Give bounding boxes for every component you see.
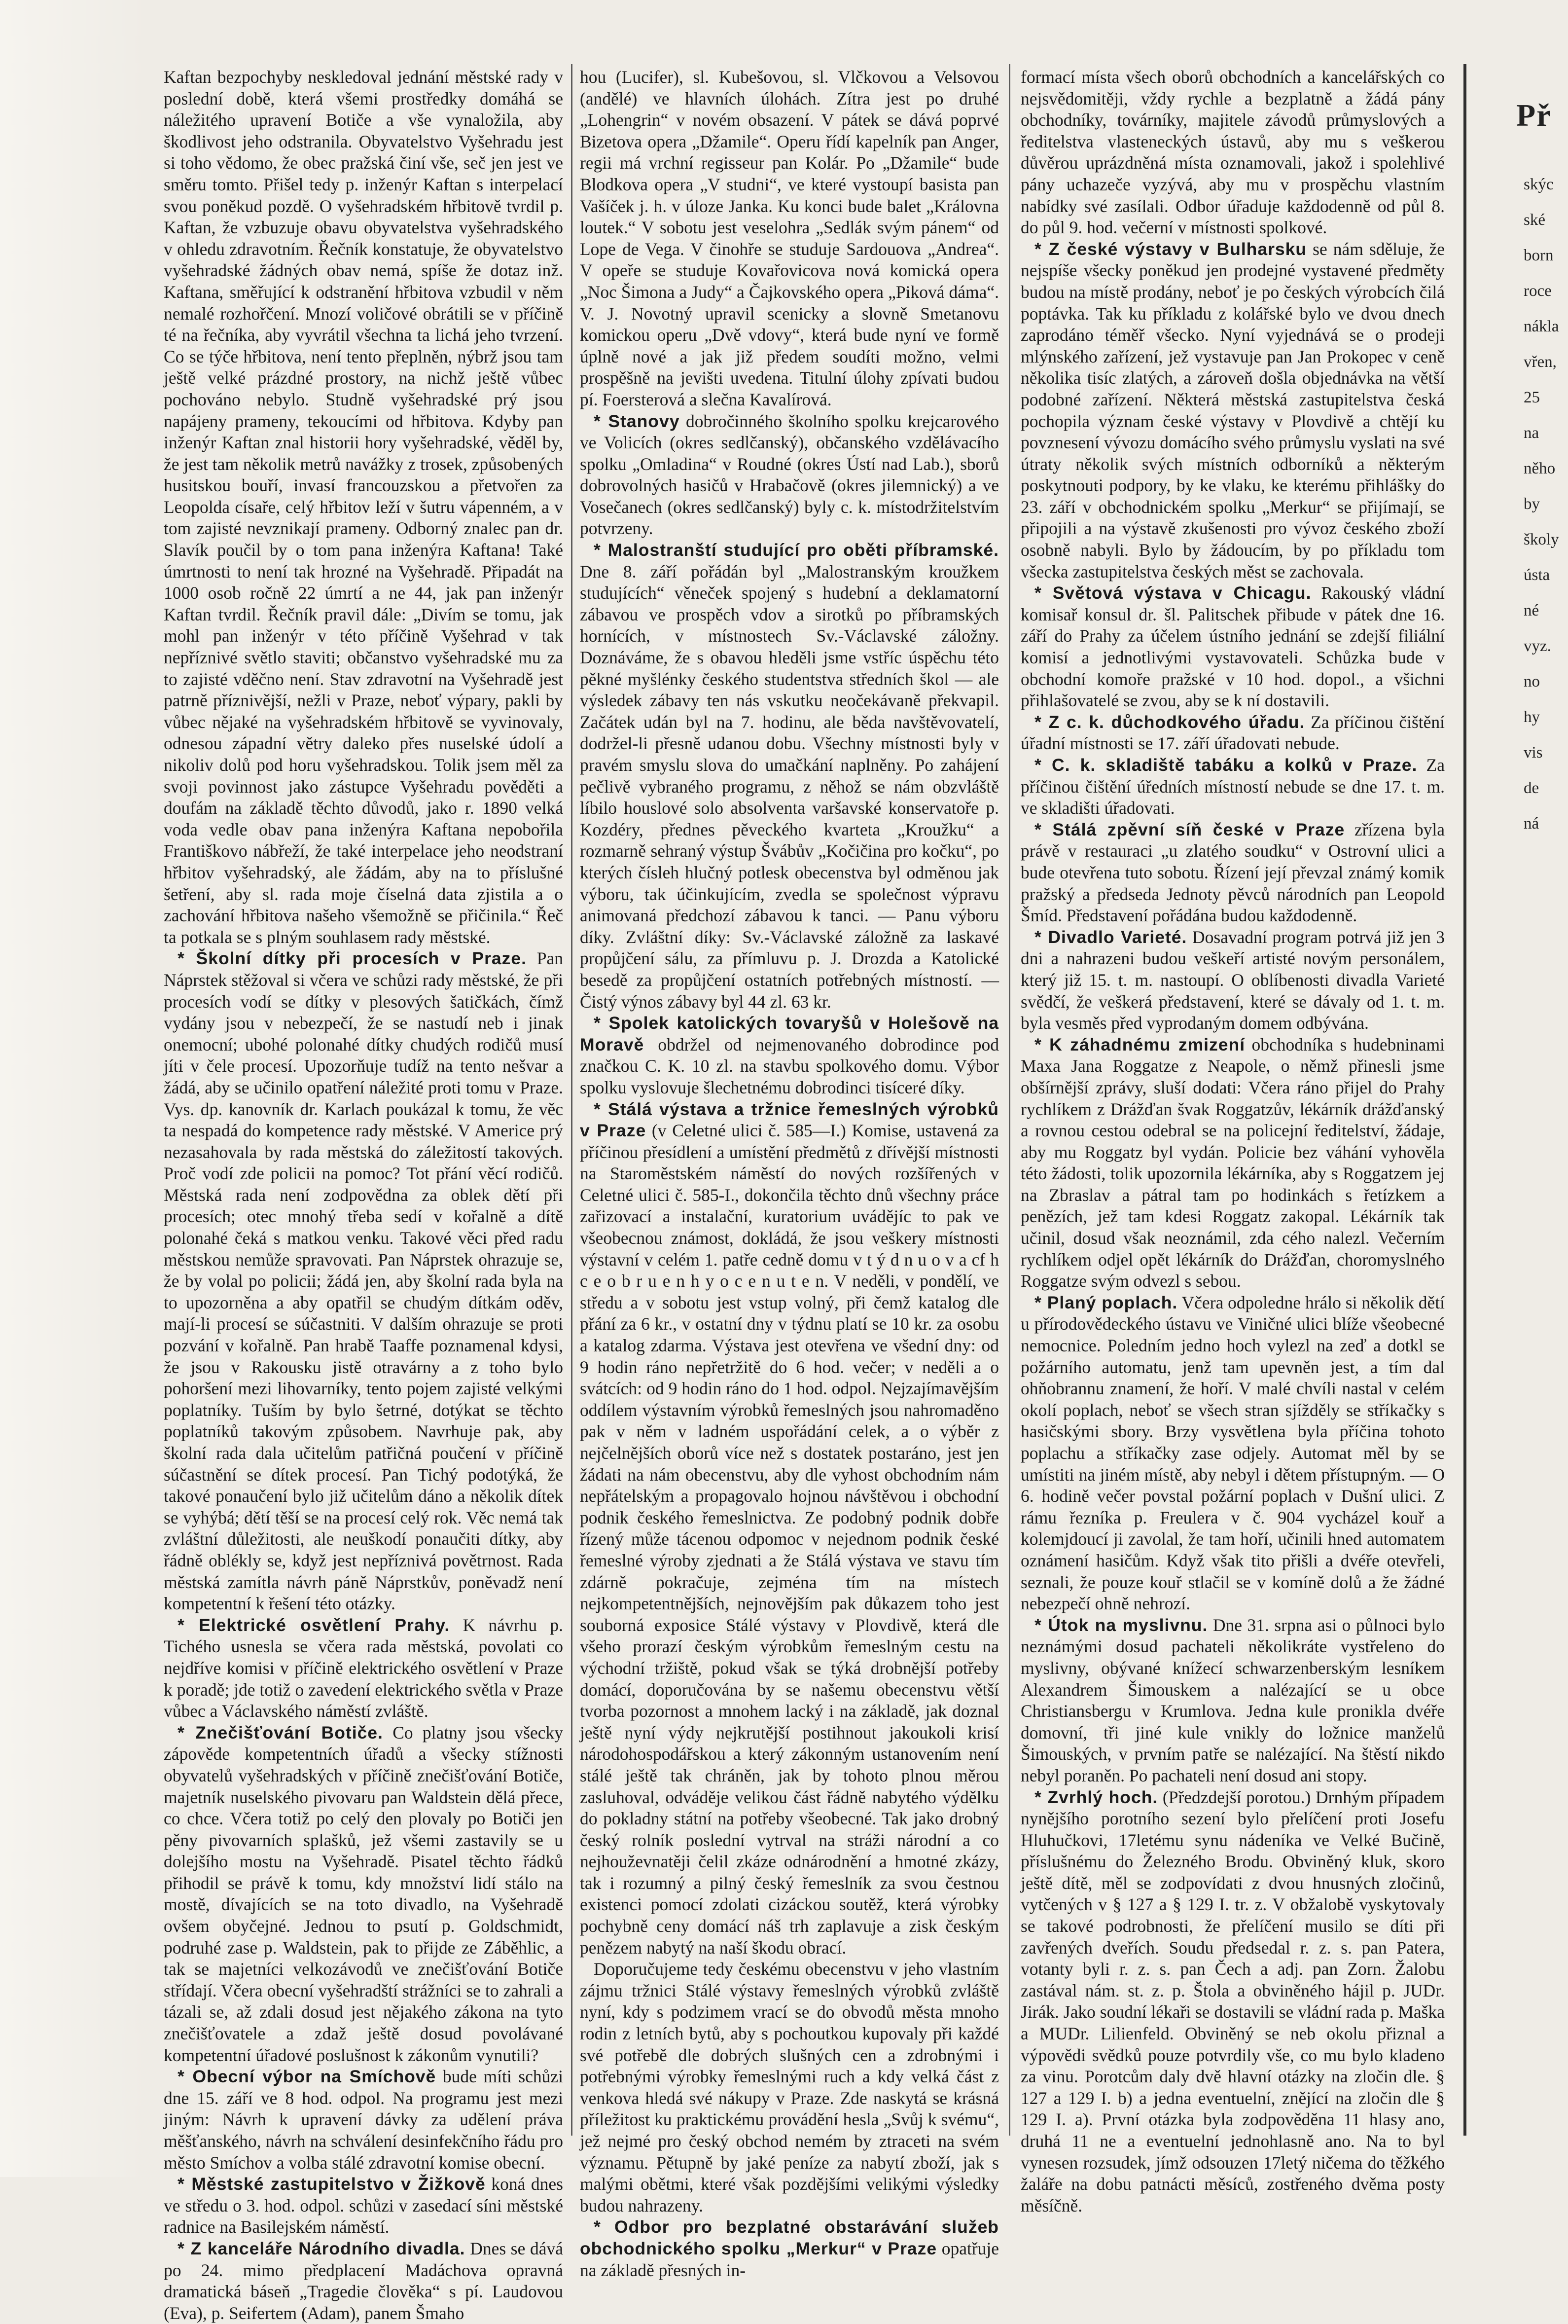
news-item [580, 540, 999, 1013]
news-item [164, 1615, 563, 1722]
news-item [1021, 712, 1445, 755]
news-body: Včera odpoledne hrálo si několik dětí u přírodovědeckého ústavu ve Viničné ulici blíže všeobecné nemocnice. Poledním jedno hoch vylezl na zeď a dotkl se požárního automatu, jenž tam upevněn jest, a tím dal ohňobrannu znamení, že hoří. V malé chvíli nastal v celém okolí poplach, neboť se všech stran sjížděly se stříkačky s hasičskými sbory. Brzy vysvětlena byla příčina tohoto poplachu a stříkačky zase odjely. Automat měl by se umístiti na jiném místě, aby nebyl i dětem přístupným. — O 6. hodině večer povstal požární poplach v Dušní ulici. Z rámu řezníka p. Freulera v č. 904 vycházel kouř a kolemjdoucí ji zavolal, že tam hoří, učinili hned automatem oznámení hasičům. Když však tito přišli a dvéře otevřeli, seznali, že pouze kouř stlačil se v komíně dolů a že žádné nebezpečí ohně nehrozí. [1021, 1292, 1445, 1614]
news-headline: * Stálá výstava a tržnice řemeslných výrobků v Praze [580, 1099, 999, 1141]
news-item [1021, 582, 1445, 712]
news-item [1021, 1292, 1445, 1615]
news-headline: * Školní dítky při procesích v Praze. [178, 948, 527, 969]
news-body: Rakouský vládní komisař konsul dr. šl. Palitschek přibude v pátek dne 16. září do Prahy za účelem ústního jednání se zdejší filiální komisí a jednotlivými vystavovateli. Schůzka bude v obchodní komoře pražské v 10 hod. dopol., a všichni přihlašovatelé se zvou, aby se k ní dostavili. [1021, 583, 1445, 711]
adjacent-fragment: hy [1524, 708, 1540, 726]
news-item [164, 948, 563, 1614]
column-rule [571, 64, 572, 2136]
adjacent-fragment: vis [1524, 744, 1543, 762]
news-body: Dosavadní program potrvá již jen 3 dni a nahrazeni budou veškeří artisté novým personálem, který již 15. t. m. nastoupí. O oblíbenosti divadla Varieté svědčí, že veškerá představení, které se dávaly od 1. t. m. byla vesměs před vyprodaným domem odbývána. [1021, 927, 1445, 1033]
news-item [1021, 755, 1445, 819]
news-body: (v Celetné ulici č. 585—I.) Komise, ustavená za příčinou přesídlení a umístění předmětů z dřívější místnosti na Staroměstském náměstí do nových rozšířených v Celetné ulici č. 585-I., dokončila těchto dnů všechny práce zařizovací a instalační, kuratorium uvádějíc to pak ve všeobecnou známost, dokládá, že jsou veškery místnosti výstavní v celém 1. patře cedně domu v t ý d n u o v a cf h c e o b r u e n h y o c e n u t e n. V neděli, v pondělí, ve středu a v sobotu jest vstup volný, při čemž katalog dle přání za 6 kr., v ostatní dny v týdnu platí se 10 kr. za osobu a katalog zdarma. Výstava jest otevřena ve všední dny: od 9 hodin ráno nepřetržitě do 6 hod. večer; v neděli a o svátcích: od 9 hodin ráno do 1 hod. odpol. Nejzajímavějším oddílem výstavním výrobků řemeslných jsou nahromaděno pak v něm v ladném uspořádání celek, a o výběr z nejčelnějších oborů více než s dostatek postaráno, jest jen žádati na nám obecenstvu, aby dle vyhost obchodním nám nepřátelským a propagovalo hojnou návštěvou i obchodní podnik českého řemeslnictva. Ze podobný podnik dobře řízený může tácenou odpomoc v nejednom podnik české řemeslné výroby zjednati a že Stálá výstava ve stavu tím zdárně pokračuje, zejména tím na místech nejkompetentnějších, nejnovějším pak důkazem toho jest souborná exposice Stálé výstavy v Plovdivě, která dle všeho prorazí českým výrobkům řemeslným cestu na východní tržiště, pokud však se týká drobnější potřeby domácí, doporučována by se našemu obecenstvu větší tvorba pozornost a mnohem lacký i na základě, jak doznal ještě nyní výdy nejkrutější postihnout jakoukoli krisí národohospodářskou a který zákonným ustanovením není stálé ještě tak chráněn, jak by tohoto plnou měrou zasluhoval, odváděje velikou část řádně nabytého výdělku do pokladny státní na potřeby všeobecné. Tak jako drobný český rolník poslední vytrval na stráži národní a co nejhouževnatěji čelil zkáze odnárodnění a hmotné zkázy, tak i rozumný a pilný český řemeslník za svou čestnou existenci pomocí zdolati cizáckou soutěž, která výrobky pochybně ceny domácí náš trh zaplavuje a zisk českým penězem nabytý na naší škodu obrací. [580, 1121, 999, 1958]
news-body: Doporučujeme tedy českému obecenstvu v jeho vlastním zájmu tržnici Stálé výstavy řemeslných výrobků zvláště nyní, kdy s podzimem vrací se do obvodů města mnoho rodin z letních bytů, aby s pochoutkou kupovaly při každé své potřebě dle dobrých slušných cen a zdrobnými i potřebnými výrobky řemeslnými ruch a kdy velká část z venkova hledá své nákupy v Praze. Zde naskytá se krásná příležitost ku praktickému provádění hesla „Svůj k svému“, jež nejmé pro český obchod nemém by ztraceti na svém významu. Pětupně by jaké peníze za nabytí zboží, jak s malými obětmi, které však pozdějšími velikými výsledky budou nahrazeny. [580, 1959, 999, 2215]
adjacent-fragment: skýc [1524, 176, 1554, 193]
adjacent-fragment: něho [1524, 460, 1556, 477]
news-body: Dnes se dává po 24. mimo předplacení Madáchova opravná dramatická báseň „Tragedie člověka“ s pí. Laudovou (Eva), p. Seifertem (Adam), panem Šmaho [164, 2238, 564, 2323]
news-body: koná dnes ve středu o 3. hod. odpol. schůzi v zasedací síni městské radnice na Basilejském náměstí. [164, 2174, 563, 2237]
news-headline: * Spolek katolických tovaryšů v Holešově na Moravě [580, 1013, 999, 1054]
news-body: Dne 31. srpna asi o půlnoci bylo neznámými dosud pachateli několikráte vystřeleno do myslivny, obývané knížecí schwarzenberským lesníkem Alexandrem Šimouskem a nalézající se u obce Christiansbergu v Krumlova. Jedna kule pronikla dvéře domovní, tři jiné kule vnikly do ložnice manželů Šimouských, v prvním patře se nalézající. Na štěstí nikdo nebyl poraněn. Po pachateli není dosud ani stopy. [1021, 1615, 1445, 1785]
adjacent-fragment: školy [1524, 531, 1559, 548]
column-rule [1009, 64, 1010, 2136]
news-item [164, 67, 563, 948]
news-item [1021, 1615, 1445, 1787]
news-body: Za příčinou čištění úředních místností nebude se dne 17. t. m. ve skladišti úřadovati. [1021, 755, 1445, 818]
adjacent-fragment: ná [1524, 815, 1539, 833]
adjacent-fragment: roce [1524, 282, 1552, 300]
news-headline: * Divadlo Varieté. [1034, 927, 1187, 947]
news-headline: * Elektrické osvětlení Prahy. [178, 1615, 450, 1635]
news-headline: * Malostranští studující pro oběti příbramské. [594, 540, 999, 560]
news-body: Pan Náprstek stěžoval si včera ve schůzi rady městské, že při procesích vodí se dítky v plesových šatičkách, čímž vydány jsou v nebezpečí, že se nastudí neb i jinak onemocní; ubohé polonahé dítky chudých rodičů musí jíti v čele procesí. Upozorňuje tudíž na tento nešvar a žádá, aby se učinilo opatření náležité proti tomu v Praze. Vys. dp. kanovník dr. Karlach poukázal k tomu, že věc ta nespadá do kompetence rady městské. V Americe prý nezasahovala by rada městská do záležitostí takových. Proč vodí zde policii na pomoc? Tot přání věcí rodičů. Městská rada není zodpovědna za oblek dětí při procesích; otec mnohý třeba sedí v kořalně a dítě polonahé čeká s matkou venku. Takové věci před radu městskou nemůže spravovati. Pan Náprstek ohrazuje se, že by volal po policii; žádá jen, aby školní rada byla na to upozorněna a aby opatřil se chudým dítkám oděv, mají-li procesí se súčastniti. V dalším ohrazuje se proti pozvání v kořalně. Pan hrabě Taaffe poznamenal kdysi, že jsou v Rakousku jistě otravárny a z toho bylo pohoršení mezi lihovarníky, tento pojem zajisté velkými poplatníky. Tuším by bylo šetrné, dotýkat se těchto poplatníků takovým způsobem. Navrhuje pak, aby školní rada dala učitelům patřičná poučení v příčině súčastnění se dítek procesí. Pan Tichý podotýká, že takové ponaučení bylo již učitelům dáno a několik dítek se vyhýbá; dětí těší se na procesí celý rok. Věc nemá tak zvláštní důležitosti, ale neuškodí ponaučiti dítky, aby řádně oblékly se, když jest nepříznivá povětrnost. Rada městská zamítla návrh páně Náprstkův, poněvadž není kompetentní k řešení této otázky. [164, 948, 563, 1614]
article-column-2 [580, 67, 999, 2280]
news-body: bude míti schůzi dne 15. září ve 8 hod. odpol. Na programu jest mezi jiným: Návrh k upravení dávky za udělení práva měšťanského, návrh na schválení desinfekčního řádu pro město Smíchov a volba stálé zdravotní komise obecní. [164, 2067, 564, 2173]
adjacent-fragment: na [1524, 424, 1539, 442]
news-item [164, 2066, 563, 2174]
article-column-3 [1021, 67, 1445, 2215]
news-item [580, 1013, 999, 1098]
news-body: obchodníka s hudebninami Maxa Jana Roggatze z Neapole, o němž přinesli jsme obšírnější zprávy, sluší dodati: Včera ráno přijel do Prahy rychlíkem z Drážďan švak Roggatzův, lékárník drážďanský a rovnou cestou odebral se na policejní ředitelství, žádaje, aby mu Roggatz byl vydán. Policie bez váhání vyhověla této žádosti, tolik upozornila lékárníka, aby s Roggatzem jej na Zbraslav a pátral tam po hodinkách s řetízkem a penězích, jež tam kdesi Roggatz zakopal. Lékárník tak učinil, dosud však neoznámil, zda cého nalezl. Večerním rychlíkem odjel opět lékárník do Drážďan, choromyslného Roggatze svým odvezl s sebou. [1021, 1034, 1445, 1291]
news-item [164, 2238, 563, 2324]
news-item [1021, 1787, 1445, 2217]
news-body: Dne 8. září pořádán byl „Malostranským kroužkem studujících“ věneček spojený s hudební a deklamatorní zábavou ve prospěch vdov a sirotků po příbramských hornících, v místnostech Sv.-Václavské záložny. Doznáváme, že s obavou hleděli jsme vstříc úspěchu této pěkné myšlénky českého studentstva středních škol — ale výsledek zábavy ten nás vskutku neočekávaně překvapil. Začátek udán byl na 7. hodinu, ale běda navštěvovatelí, dodržel-li přesně udanou dobu. Všechny místnosti byly v pravém smyslu slova do umačkání naplněny. Po zahájení pečlivě vybraného programu, z něhož se nám obzvláště líbilo houslové solo absolventa varšavské konservatoře p. Kozdéry, přednes pěveckého kvarteta „Kroužku“ a rozmarně sehraný výstup Švábův „Kočičina pro kočku“, po kterých čísleh hlučný potlesk obecenstva byl odměnou jak výboru, tak účinkujícím, zvedla se společnost výpravu animovaná předchozí zábavou k tanci. — Panu výboru díky. Zvláštní díky: Sv.-Václavské záložně za laskavé propůjčení sálu, za přímluvu p. J. Drozda a Katolické besedě za propůjčení ostatních potřebných místností. — Čistý výnos zábavy byl 44 zl. 63 kr. [580, 561, 999, 1012]
adjacent-fragment: vyz. [1524, 637, 1551, 655]
news-headline: * Z české výstavy v Bulharsku [1034, 239, 1307, 259]
news-body: zřízena byla právě v restauraci „u zlatého soudku“ v Ostrovní ulici a bude otevřena tuto sobotu. Řízení její převzal známý komik pražský a předseda Jednoty pěvců národních pan Leopold Šmíd. Představení pořádána budou každodenně. [1021, 819, 1445, 926]
news-item [1021, 1034, 1445, 1292]
news-item [580, 1099, 999, 1959]
news-item [164, 2174, 563, 2238]
adjacent-fragment: no [1524, 673, 1540, 690]
news-body: obdržel od nejmenovaného dobrodince pod značkou C. K. 10 zl. na stavbu spolkového domu. Výbor spolku vyslovuje šlechetnému dobrodinci tisíceré díky. [580, 1034, 999, 1097]
news-item [580, 67, 999, 411]
news-headline: * Znečišťování Botiče. [178, 1722, 383, 1743]
news-headline: * Světová výstava v Chicagu. [1034, 583, 1312, 603]
news-headline: * Zvrhlý hoch. [1034, 1787, 1158, 1807]
news-headline: * Městské zastupitelstvo v Žižkově [178, 2174, 486, 2194]
news-body: hou (Lucifer), sl. Kubešovou, sl. Vlčkovou a Velsovou (andělé) ve hlavních úlohách. Zítra jest po druhé „Lohengrin“ v novém obsazení. V pátek se dává poprvé Bizetova opera „Džamile“. Operu řídí kapelník pan Anger, regii má vrchní regisseur pan Kolár. Po „Džamile“ bude Blodkova opera „V studni“, ve které vystoupí basista pan Vašíček j. h. v úloze Janka. Ku konci bude balet „Královna loutek.“ V sobotu jest veselohra „Sedlák svým pánem“ od Lope de Vega. V činohře se studuje Sardouova „Andrea“. V opeře se studuje Kovařovicova nová komická opera „Noc Šimona a Judy“ a Čajkovského opera „Piková dáma“. V. J. Novotný upravil scenicky a slovně Smetanovu komickou operu „Dvě vdovy“, která bude nyní ve formě úplně nové a jak již předem soudíti možno, velmi prospěšně na jevišti uvedena. Titulní úlohy zpívati budou pí. Foersterová a slečna Kavalírová. [580, 67, 999, 409]
news-headline: * Stanovy [594, 411, 680, 431]
news-headline: * Z c. k. důchodkového úřadu. [1034, 712, 1305, 732]
news-headline: * Obecní výbor na Smíchově [178, 2067, 436, 2087]
news-body: dobročinného školního spolku krejcarového ve Volicích (okres sedlčanský), občanského vzdělávacího spolku „Omladina“ v Roudné (okres Ústí nad Lab.), sborů dobrovolných hasičů v Hrabačově (okres jilemnický) a ve Vosečanech (okres sedlčanský) byly c. k. místodržitelstvím potvrzeny. [580, 411, 999, 539]
news-headline: * K záhadnému zmizení [1034, 1034, 1246, 1054]
adjacent-fragment: ské [1524, 211, 1545, 229]
adjacent-masthead: Př [1516, 98, 1552, 133]
adjacent-fragment: born [1524, 247, 1554, 264]
news-item [580, 1959, 999, 2216]
adjacent-fragment: 25 [1524, 389, 1540, 406]
news-body: formací místa všech oborů obchodních a kancelářských co nejsvědomitěji, vždy rychle a bezplatně a žádá pány obchodníky, továrníky, majitele závodů průmyslových a ředitelstva vlasteneckých ústavů, aby mu s veškerou důvěrou uprázdněná místa oznamovali, jakož i spolehlivé pány uchazeče vyzývá, aby mu v prospěchu vlastním nabídky své zasílali. Odbor úřaduje každodenně od půl 8. do půl 9. hod. večerní v místnosti spolkové. [1021, 67, 1445, 238]
article-column-1 [164, 67, 564, 2323]
news-headline: * Z kanceláře Národního divadla. [178, 2238, 465, 2258]
news-item [1021, 239, 1445, 583]
news-headline: * Planý poplach. [1034, 1292, 1178, 1312]
news-body: Kaftan bezpochyby neskledoval jednání městské rady v poslední době, která všemi prostředky domáhá se náležitého upravení Botiče a vše vynaložila, aby škodlivost jeho odstranila. Obyvatelstvo Vyšehradu jest si toho vědomo, že obec pražská činí vše, seč jen jest ve směru tomto. Přišel tedy p. inženýr Kaftan s interpelací svou poněkud pozdě. O vyšehradském hřbitově tvrdil p. Kaftan, že vzbuzuje obavu obyvatelstva vyšehradského v ohledu zdravotním. Řečník konstatuje, že obyvatelstvo vyšehradské žádných obav nemá, spíše že dotaz inž. Kaftana, směřující k odstranění hřbitova vzbudil v něm nemalé rozhořčení. Mnozí voličové obrátili se v příčině té na řečníka, aby vyvrátil všechna ta lichá jeho tvrzení. Co se týče hřbitova, není tento přeplněn, nýbrž jsou tam ještě velké prázdné prostory, na nichž ještě vůbec pochováno nebylo. Studně vyšehradské prý jsou napájeny prameny, tekoucími od hřbitova. Kdyby pan inženýr Kaftan znal historii hory vyšehradské, věděl by, že jest tam několik metrů navážky z trosek, způsobených husitskou bouří, invasí francouzskou a přetvořen za Leopolda císaře, celý hřbitov leží v šutru vápenném, a v tom zajisté nevznikají prameny. Odborný znalec pan dr. Slavík poučil by o tom pana inženýra Kaftana! Také úmrtnosti to není tak hrozné na Vyšehradě. Připadát na 1000 osob ročně 22 úmrtí a ne 44, jak pan inženýr Kaftan tvrdil. Řečník pravil dále: „Divím se tomu, jak mohl pan inženýr v této příčině Vyšehrad v tak nepříznivé světlo staviti; občanstvo vyšehradské mu za to zajisté vděčno není. Stav zdravotní na Vyšehradě jest patrně příznivější, nežli v Praze, neboť výpary, pakli by vůbec nějaké na vyšehradském hřbitově se vyvinovaly, odnesou západní větry daleko přes nuselské údolí a nikoliv dolů pod horu vyšehradskou. Tolik jsem měl za svoji povinnost jako zástupce Vyšehradu pověděti a doufám na základě těchto důvodů, jako r. 1890 velká voda vedle obav pana inženýra Kaftana nepobořila Františkovo nábřeží, že také interpelace jeho neodstraní hřbitov vyšehradský, ale žádám, aby na to příslušné šetření, aby sl. rada moje číselná data zjistila a o zachování hřbitova našeho všemožně se přičinila.“ Řeč ta potkala se s plným souhlasem rady městské. [164, 67, 563, 947]
news-item [580, 411, 999, 540]
news-body: Za příčinou čištění úřadní místnosti se 17. září úřadovati nebude. [1021, 712, 1445, 754]
news-headline: * C. k. skladiště tabáku a kolků v Praze. [1034, 755, 1418, 775]
adjacent-fragment: ústa [1524, 566, 1550, 584]
news-item [1021, 927, 1445, 1034]
news-item [1021, 67, 1445, 239]
news-headline: * Stálá zpěvní síň české v Praze [1034, 819, 1345, 839]
news-body: se nám sděluje, že nejspíše všecky poněkud jen prodejné vystavené předměty budou na místě prodány, neboť je po českých výrobcích čilá poptávka. Tak ku příkladu z kolářské bylo ve dvou dnech zaprodáno téměř všecko. Nyní vyjednává se o prodeji mlýnského zařízení, jež vystavuje pan Jan Prokopec v ceně několika tisíc zlatých, a zároveň došla objednávka na větší podobné zařízení. Některá městská zastupitelstva česká pochopila význam české výstavy v Plovdivě a chtějí ku povznesení vývozu domácího svého průmyslu vyslati na své útraty několik svých místních odborníků a některým poskytnouti podpory, by ke vlaku, ke kterému přihlášky do 23. září v obchodnickém spolku „Merkur“ se přijímají, se připojili a na výstavě zkušenosti pro vývoz českého zboží osobně nabyli. Bylo by žádoucím, by po příkladu tom všecka zastupitelstva českých měst se zachovala. [1021, 239, 1445, 581]
news-item [1021, 819, 1445, 927]
adjacent-fragment: by [1524, 495, 1540, 513]
column-rule [1463, 64, 1466, 2136]
scan-margin [0, 0, 148, 2177]
news-body: (Předzdejší porotou.) Drnhým případem nynějšího porotního sezení bylo přelíčení proti Josefu Hluhučkovi, 17letému synu nádeníka ve Velké Bučině, příslušnému do Železného Brodu. Obviněný kluk, skoro ještě dítě, měl se zodpovídati z dvou hnusných zločinů, vytčených v § 127 a § 129 I. tr. z. V obžalobě vyskytovaly se takové podrobnosti, že přelíčení musilo se díti při zavřených dveřích. Soudu předsedal r. z. s. pan Patera, votanty byli r. z. s. pan Čech a adj. pan Zorn. Žalobu zastával nám. st. z. p. Štola a obviněného hájil p. JUDr. Jirák. Jako soudní lékaři se dostavili se vládní rada p. Maška a MUDr. Lilienfeld. Obviněný se neb okolu přiznal a výpovědi svědků pouze potvrdily vše, co mu bylo kladeno za vinu. Porotcům daly dvě hlavní otázky na zločin dle. § 127 a 129 I. b) a jedna eventuelní, znějící na zločin dle § 129 I. a). První otázka byla zodpověděna 11 hlasy ano, druhá 11 ne a eventuelní jednohlasně ano. Na to byl vynesen rozsudek, jímž odsouzen 17letý ničema do těžkého žaláře na dobu patnácti měsíců, zostřeného dvěma posty měsíčně. [1021, 1787, 1445, 2215]
news-body: opatřuje na základě přesných in- [580, 2238, 999, 2280]
news-headline: * Útok na myslivnu. [1034, 1615, 1208, 1635]
adjacent-page-edge [1469, 74, 1563, 1060]
news-body: Co platny jsou všecky zápověde kompetentních úřadů a všecky stížnosti obyvatelů vyšehradských v příčině znečišťování Botiče, majetník nuselského pivovaru pan Waldstein dělá přece, co chce. Včera totiž po celý den plovaly po Botiči jen pěny pivovarních splašků, jež všemi zastavily se u dolejšího mostu na Vyšehradě. Pisatel těchto řádků přihodil se právě k tomu, kdy množství lidí stálo na mostě, dívajících se na toto divadlo, na Vyšehradě ovšem obyčejné. Jednou to psutí p. Goldschmidt, podruhé zase p. Waldstein, pak to přijde ze Záběhlic, a tak se majetníci velkozávodů ve znečišťování Botiče střídají. Včera obecní vyšehradští strážníci se to zahrali a tázali se, až zdali dosud jest nějakého zákona na tyto znečišťovatele a zdaž ještě dosud povolávané kompetentní úřadové poslušnost k zákonům vynutili? [164, 1722, 564, 2065]
adjacent-fragment: vřen, [1524, 353, 1557, 371]
adjacent-fragment: de [1524, 779, 1539, 797]
news-body: K návrhu p. Tichého usnesla se včera rada městská, povolati co nejdříve komisi v příčině elektrického osvětlení v Praze k poradě; jde totiž o zavedení elektrického světla v Praze vůbec a Václavského náměstí zvláště. [164, 1615, 564, 1721]
adjacent-fragment: né [1524, 602, 1539, 619]
news-headline: * Odbor pro bezplatné obstarávání služeb obchodnického spolku „Merkur“ v Praze [580, 2217, 999, 2258]
news-item [580, 2216, 999, 2281]
news-item [164, 1722, 563, 2067]
adjacent-fragment: nákla [1524, 318, 1559, 335]
